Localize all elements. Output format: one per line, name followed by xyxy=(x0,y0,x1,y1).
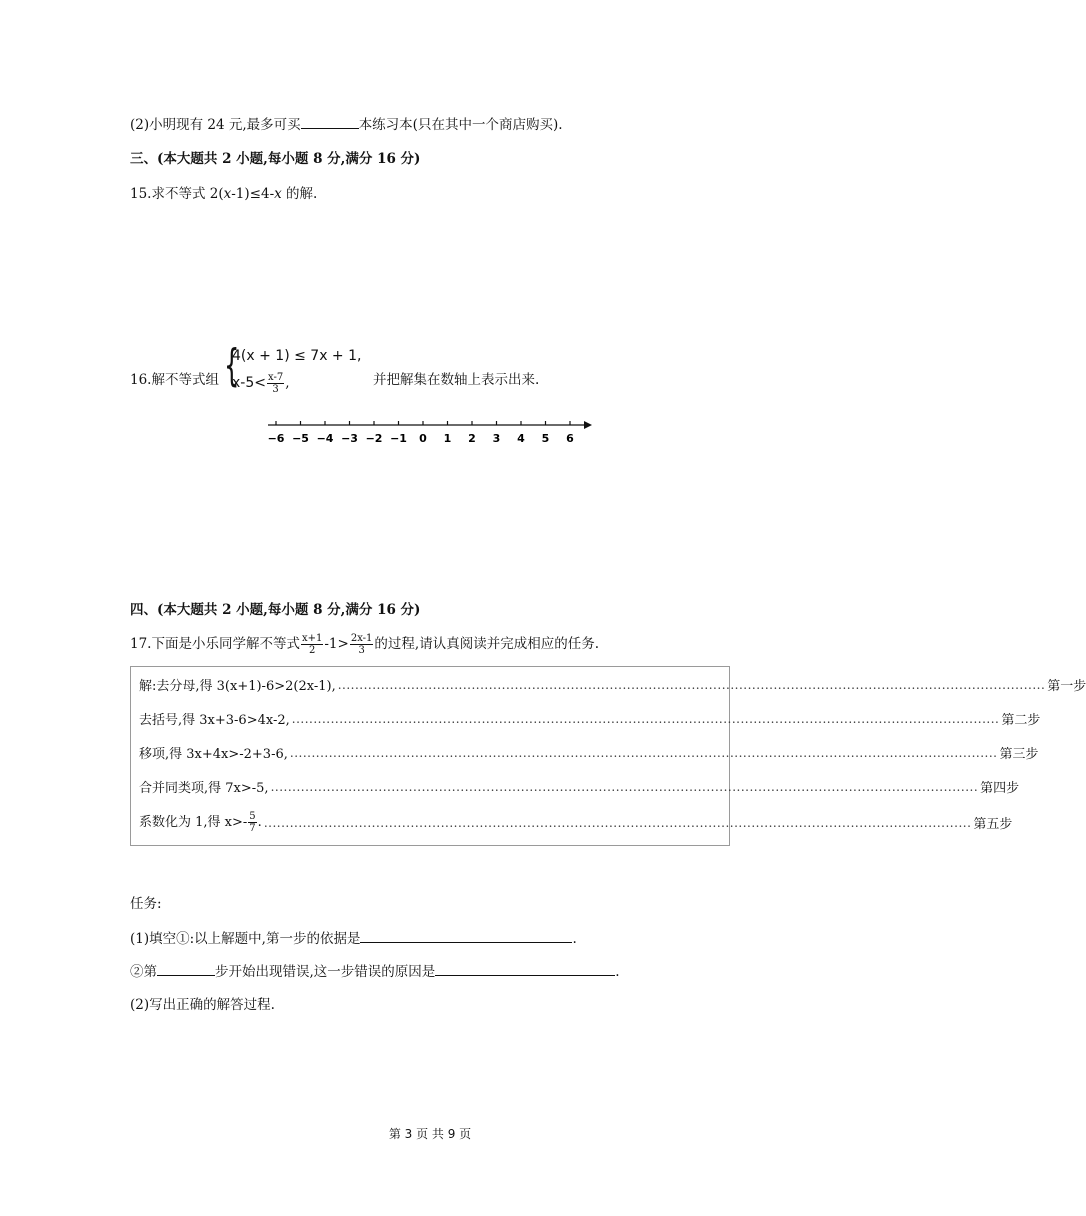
number-line-label: −5 xyxy=(292,432,309,445)
q15-var-x-2: x xyxy=(274,186,282,202)
section3-heading: 三、(本大题共 2 小题,每小题 8 分,满分 16 分) xyxy=(130,151,421,167)
solution-step xyxy=(139,777,1020,796)
q17-intro-prefix: 17.下面是小乐同学解不等式 xyxy=(130,636,300,652)
q16-inequality-2 xyxy=(232,372,290,395)
number-line-label: 5 xyxy=(541,432,550,445)
step-text: 合并同类项,得 7x>-5, xyxy=(139,781,269,796)
q14-part2-prefix: (2)小明现有 24 元,最多可买 xyxy=(130,117,301,133)
answer-blank-step-number[interactable] xyxy=(157,963,215,976)
step-label: 第一步 xyxy=(1047,679,1086,694)
q16-ineq2-prefix: x-5< xyxy=(232,375,266,391)
leader-dots: .................................................................................................................................................................... xyxy=(289,745,998,760)
solution-step xyxy=(139,743,1039,762)
leader-dots: .................................................................................................................................................................... xyxy=(337,677,1046,692)
q17-frac1-den: 2 xyxy=(308,645,316,656)
q17-fraction-2 xyxy=(350,633,374,656)
step-text xyxy=(139,811,262,834)
number-line-label: −6 xyxy=(267,432,285,445)
step-text: 去括号,得 3x+3-6>4x-2, xyxy=(139,713,290,728)
q17-intro-suffix: 的过程,请认真阅读并完成相应的任务. xyxy=(374,636,600,652)
number-line-label: −1 xyxy=(390,432,407,445)
step-label: 第二步 xyxy=(1001,713,1041,728)
solution-step xyxy=(139,709,1041,728)
answer-blank-q14[interactable] xyxy=(301,116,359,129)
solution-step xyxy=(139,811,1013,834)
step5-fraction xyxy=(248,811,256,834)
task1-line xyxy=(130,927,577,947)
step-label: 第五步 xyxy=(973,817,1013,832)
task1-prefix: (1)填空①:以上解题中,第一步的依据是 xyxy=(130,931,361,947)
q17-frac2-num: 2x-1 xyxy=(350,633,373,644)
arrow-icon xyxy=(584,421,592,429)
number-line-label: −3 xyxy=(341,432,358,445)
task1b-line xyxy=(130,960,620,980)
number-line-label: 2 xyxy=(468,432,476,445)
q15-text-prefix: 15.求不等式 2( xyxy=(130,186,224,202)
system-brace: { xyxy=(224,340,240,391)
step-label: 第三步 xyxy=(999,747,1039,762)
solution-step xyxy=(139,675,1086,694)
answer-blank-task1[interactable] xyxy=(360,930,572,943)
task1-suffix: . xyxy=(572,931,577,947)
task1b-mid: 步开始出现错误,这一步错误的原因是 xyxy=(215,964,436,980)
leader-dots: .................................................................................................................................................................... xyxy=(270,779,979,794)
step-label: 第四步 xyxy=(980,781,1020,796)
q14-part2-line xyxy=(130,113,563,133)
q15-text-end: 的解. xyxy=(281,186,318,202)
step5-text-end: . xyxy=(257,815,262,830)
q16-suffix: 并把解集在数轴上表示出来. xyxy=(373,372,540,388)
number-line-label: 4 xyxy=(517,432,525,445)
q16-fraction xyxy=(267,372,284,395)
q17-frac1-num: x+1 xyxy=(301,633,323,644)
step-text: 解:去分母,得 3(x+1)-6>2(2x-1), xyxy=(139,679,336,694)
q15-var-x: x xyxy=(223,186,232,202)
task2-line: (2)写出正确的解答过程. xyxy=(130,997,275,1013)
q17-frac2-den: 3 xyxy=(358,645,365,656)
task1b-prefix: ②第 xyxy=(130,964,157,980)
number-line-label: 1 xyxy=(443,432,452,445)
leader-dots: .................................................................................................................................................................... xyxy=(263,815,972,830)
number-line-label: −2 xyxy=(365,432,383,445)
section4-heading: 四、(本大题共 2 小题,每小题 8 分,满分 16 分) xyxy=(130,602,421,618)
q17-intro-mid: -1> xyxy=(324,636,349,652)
q17-fraction-1 xyxy=(301,633,323,656)
number-line-label: −4 xyxy=(316,432,334,445)
step5-frac-den: 7 xyxy=(249,823,256,834)
solution-box xyxy=(130,666,1086,846)
number-line[interactable] xyxy=(262,416,594,448)
q16-prefix: 16.解不等式组 xyxy=(130,372,219,388)
q17-intro xyxy=(130,632,599,656)
q16-frac-den: 3 xyxy=(272,384,279,395)
q16-inequality-1: 4(x + 1) ≤ 7x + 1, xyxy=(232,348,362,364)
q16-frac-num: x-7 xyxy=(267,372,284,383)
task1b-suffix: . xyxy=(615,964,620,980)
page-footer: 第 3 页 共 9 页 xyxy=(388,1127,472,1141)
leader-dots: .................................................................................................................................................................... xyxy=(291,711,1000,726)
number-line-label: 3 xyxy=(492,432,501,445)
step-text: 移项,得 3x+4x>-2+3-6, xyxy=(139,747,288,762)
q16-ineq2-suffix: , xyxy=(285,375,290,391)
answer-blank-reason[interactable] xyxy=(435,963,615,976)
number-line-label: 0 xyxy=(419,432,427,445)
q15-text-mid: -1)≤4- xyxy=(231,186,275,202)
q15-question xyxy=(130,182,317,202)
task-heading: 任务: xyxy=(130,896,162,912)
step5-frac-num: 5 xyxy=(249,811,256,822)
number-line-label: 6 xyxy=(566,432,574,445)
q14-part2-suffix: 本练习本(只在其中一个商店购买). xyxy=(358,117,563,133)
step5-text: 系数化为 1,得 x>- xyxy=(139,815,248,830)
